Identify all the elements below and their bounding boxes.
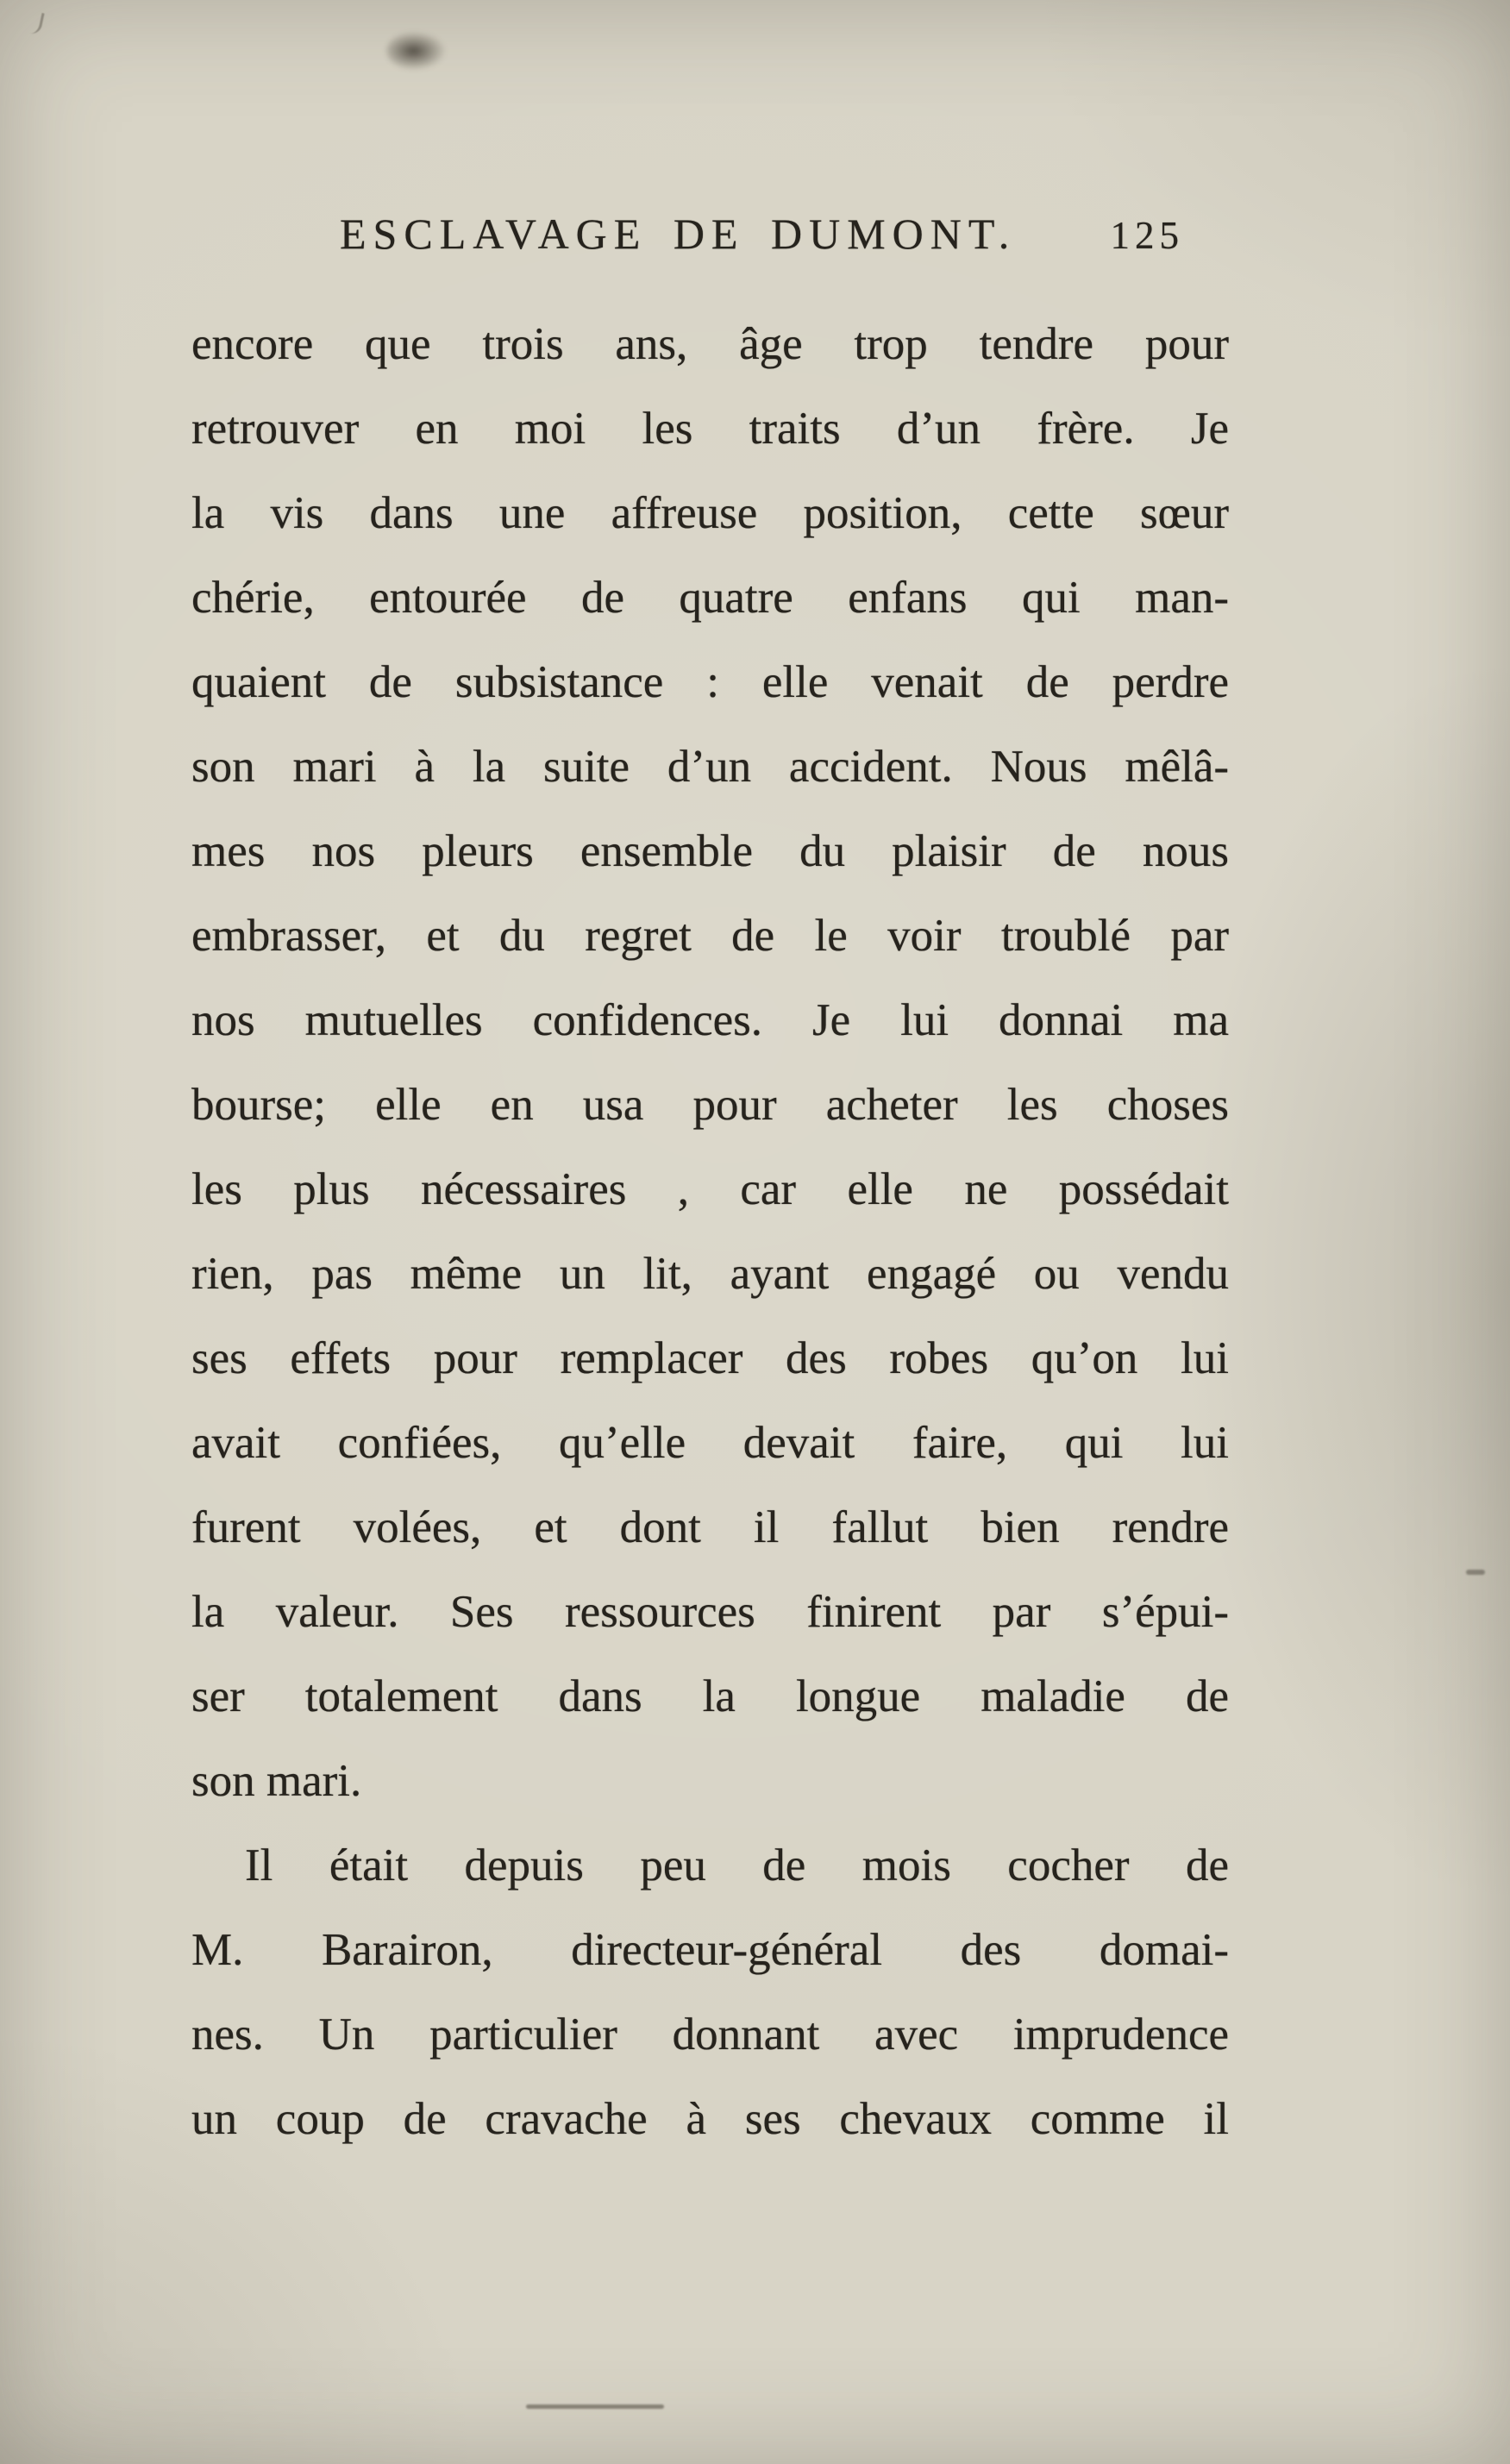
- text-line: son mari.: [191, 1756, 362, 1806]
- text-line: ser totalement dans la longue maladie de: [191, 1671, 1229, 1721]
- page-header: [191, 209, 1229, 259]
- text-line: mes nos pleurs ensemble du plaisir de nous: [191, 826, 1229, 876]
- scan-speck: [1466, 1570, 1485, 1575]
- text-line: avait confiées, qu’elle devait faire, qui lui: [191, 1418, 1229, 1468]
- text-line: M. Barairon, directeur-général des domai-: [191, 1925, 1229, 1975]
- text-line: son mari à la suite d’un accident. Nous mêlâ-: [191, 742, 1229, 792]
- text-line: les plus nécessaires , car elle ne possédait: [191, 1164, 1229, 1214]
- text-line: embrasser, et du regret de le voir troublé par: [191, 911, 1229, 961]
- text-line: ses effets pour remplacer des robes qu’on lui: [191, 1333, 1229, 1383]
- text-line: un coup de cravache à ses chevaux comme il: [191, 2094, 1229, 2144]
- text-line: retrouver en moi les traits d’un frère. Je: [191, 404, 1229, 454]
- text-line: encore que trois ans, âge trop tendre pour: [191, 319, 1229, 369]
- text-line: la vis dans une affreuse position, cette sœur: [191, 488, 1229, 538]
- text-line: Il était depuis peu de mois cocher de: [245, 1840, 1229, 1890]
- text-line: rien, pas même un lit, ayant engagé ou vendu: [191, 1249, 1229, 1299]
- text-line: nes. Un particulier donnant avec imprudence: [191, 2009, 1229, 2060]
- scan-smudge: [386, 31, 447, 71]
- text-block: [191, 302, 1229, 2161]
- text-line: bourse; elle en usa pour acheter les choses: [191, 1080, 1229, 1130]
- text-line: furent volées, et dont il fallut bien rendre: [191, 1502, 1229, 1552]
- text-line: chérie, entourée de quatre enfans qui man-: [191, 573, 1229, 623]
- page-number: 125: [1110, 214, 1184, 257]
- text-line: nos mutuelles confidences. Je lui donnai ma: [191, 995, 1229, 1045]
- text-line: la valeur. Ses ressources finirent par s’épui-: [191, 1587, 1229, 1637]
- running-title: ESCLAVAGE DE DUMONT.: [340, 210, 1017, 258]
- scan-artifact-line: [526, 2404, 664, 2409]
- text-line: quaient de subsistance : elle venait de perdre: [191, 657, 1229, 707]
